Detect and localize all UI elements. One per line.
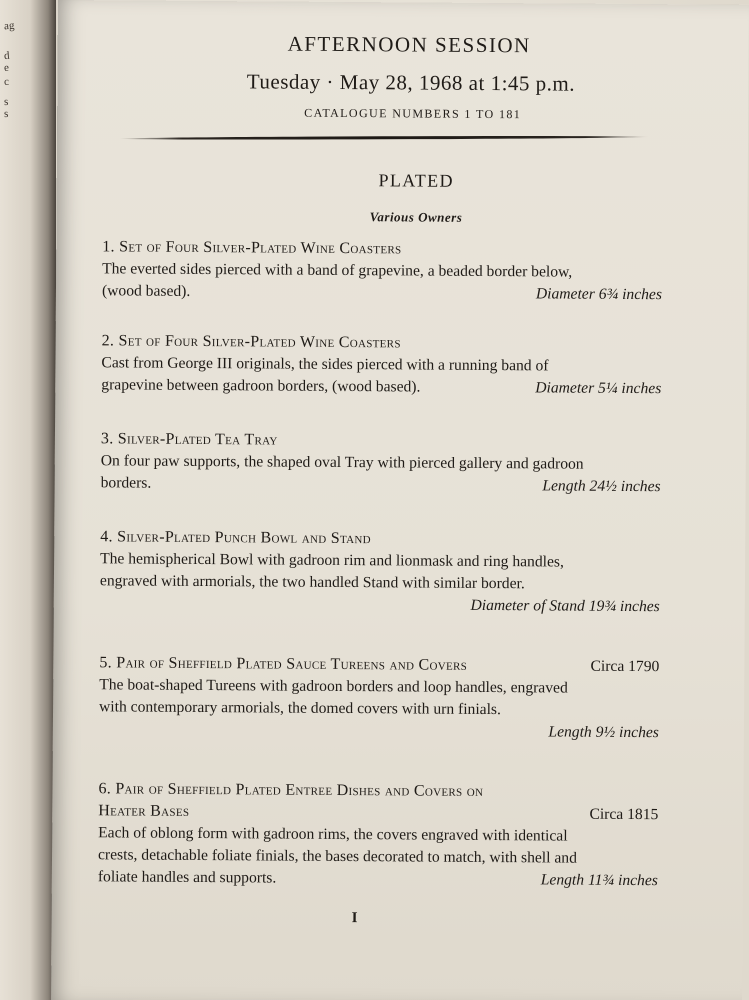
lot-measurement: Diameter 5¼ inches: [535, 379, 662, 398]
lot-entry: [100, 526, 661, 618]
lot-heading: 2. Set of Four Silver-Plated Wine Coasters: [101, 332, 401, 352]
facing-page-fragment: ag: [3, 19, 15, 33]
lot-description-line: The boat-shaped Tureens with gadroon borders and loop handles, engraved: [99, 676, 568, 697]
lot-measurement: Length 11¾ inches: [540, 871, 658, 890]
page-number: I: [351, 910, 358, 927]
facing-page-edge: [0, 0, 56, 1000]
lot-entry: [102, 236, 662, 306]
lot-description-line: The everted sides pierced with a band of grapevine, a beaded border below,: [102, 260, 573, 281]
lot-description-line: Each of oblong form with gadroon rims, the covers engraved with identical: [98, 824, 568, 845]
facing-page-fragment: e: [3, 61, 10, 75]
lot-last-row: [102, 280, 662, 306]
lot-heading: 5. Pair of Sheffield Plated Sauce Tureens and Covers: [99, 654, 468, 674]
lot-last-row: [98, 866, 658, 892]
lot-description-line: crests, detachable foliate finials, the bases decorated to match, with shell and: [97, 846, 577, 867]
lot-description-line: The hemispherical Bowl with gadroon rim and lionmask and ring handles,: [100, 550, 564, 571]
lot-description-line: (wood based).: [101, 282, 191, 300]
lot-description-line: Cast from George III originals, the sides pierced with a running band of: [101, 354, 549, 375]
lot-entry: [98, 778, 659, 892]
lot-measurement: Length 24½ inches: [542, 477, 661, 496]
facing-page-fragment: s: [3, 107, 9, 121]
lot-description-line: with contemporary armorials, the domed covers with urn finials.: [99, 698, 501, 719]
lot-heading-continued: Heater Bases: [98, 802, 190, 820]
lot-entry: [99, 652, 660, 744]
lot-last-row: [101, 472, 661, 498]
lot-description-line: engraved with armorials, the two handled Stand with similar border.: [99, 572, 525, 593]
lot-heading: 1. Set of Four Silver-Plated Wine Coasters: [102, 238, 402, 258]
facing-page-fragment: c: [3, 75, 10, 89]
lot-description-line: On four paw supports, the shaped oval Tray with pierced gallery and gadroon: [100, 452, 584, 473]
lot-description-line: grapevine between gadroon borders, (wood based).: [101, 376, 421, 396]
header-rule: [119, 135, 649, 140]
lot-heading: 3. Silver-Plated Tea Tray: [100, 430, 278, 449]
lot-heading: 6. Pair of Sheffield Plated Entree Dishes and Covers on: [98, 780, 484, 800]
catalogue-page: [51, 0, 749, 1000]
lot-last-row: [100, 592, 660, 618]
session-date: Tuesday · May 28, 1968 at 1:45 p.m.: [246, 69, 576, 96]
lot-circa: Circa 1790: [590, 657, 660, 676]
lot-last-row: [99, 718, 659, 744]
lot-entry: [101, 330, 661, 400]
section-owners: Various Owners: [369, 209, 463, 225]
session-title: AFTERNOON SESSION: [287, 31, 531, 58]
lot-last-row: [101, 374, 661, 400]
lot-entry: [101, 428, 661, 498]
lot-description-line: borders.: [100, 474, 152, 492]
lot-description-line: foliate handles and supports.: [97, 868, 277, 887]
lot-heading: 4. Silver-Plated Punch Bowl and Stand: [100, 528, 371, 548]
lot-circa: Circa 1815: [589, 805, 659, 824]
lot-measurement: Length 9½ inches: [548, 723, 659, 742]
lot-measurement: Diameter 6¾ inches: [535, 285, 663, 304]
catalogue-range: CATALOGUE NUMBERS 1 TO 181: [304, 105, 522, 122]
section-title: PLATED: [378, 170, 455, 191]
lot-measurement: Diameter of Stand 19¾ inches: [470, 596, 660, 616]
facing-page-fragment: s: [3, 95, 9, 109]
facing-page-fragment: d: [3, 49, 10, 63]
